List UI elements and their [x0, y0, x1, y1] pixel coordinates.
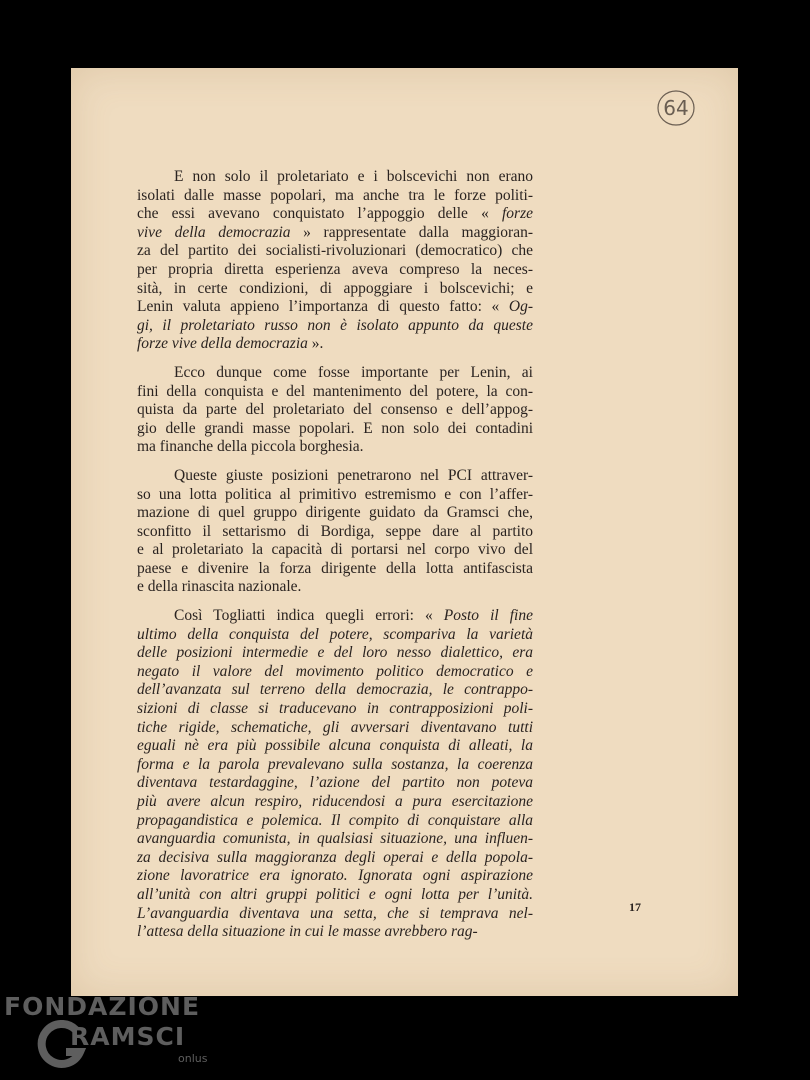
text-segment: tiche rigide, schematiche, gli avversari diventavano tutti	[137, 718, 533, 736]
text-segment: forma e la parola prevalevano sulla sostanza, la coerenza	[137, 755, 533, 773]
text-segment: negato il valore del movimento politico democratico e	[137, 662, 533, 680]
text-line	[137, 224, 533, 243]
text-line	[137, 737, 533, 756]
paragraph-gap	[137, 457, 533, 467]
text-segment: avanguardia comunista, in qualsiasi situazione, una influen-	[137, 830, 533, 848]
text-segment: sconfitto il settarismo di Bordiga, seppe dare al partito	[137, 522, 533, 540]
text-line	[137, 317, 533, 336]
text-line	[137, 261, 533, 280]
text-line	[137, 867, 533, 886]
text-line	[137, 886, 533, 905]
paragraph-gap	[137, 597, 533, 607]
text-segment: ultimo della conquista del potere, scompariva la varietà	[137, 625, 533, 643]
page-number: 17	[629, 900, 641, 914]
text-line	[137, 578, 533, 597]
logo-text-line2: RAMSCI	[70, 1022, 186, 1051]
text-segment: che essi avevano conquistato l’appoggio delle «	[137, 205, 502, 223]
text-segment: gio delle grandi masse popolari. E non solo dei contadini	[137, 419, 533, 437]
text-line	[137, 607, 533, 626]
text-line	[137, 401, 533, 420]
text-segment: za del partito dei socialisti-rivoluzionari (democratico) che	[137, 242, 533, 260]
text-segment: Og-	[508, 298, 533, 316]
text-line	[137, 420, 533, 439]
body-text	[137, 168, 533, 942]
text-segment: e al proletariato la capacità di portarsi nel corpo vivo del	[137, 541, 533, 559]
text-segment: Posto il fine	[443, 607, 533, 625]
handwritten-page-annotation: 64	[663, 96, 689, 120]
text-segment: » rappresentate dalla maggioran-	[290, 223, 533, 241]
text-line	[137, 438, 533, 457]
text-line	[137, 467, 533, 486]
text-segment: più avere alcun respiro, riducendosi a pura esercitazione	[137, 793, 533, 810]
text-segment: delle posizioni intermedie e del loro nesso dialettico, era	[137, 644, 533, 662]
text-segment: fini della conquista e del mantenimento del potere, la con-	[137, 382, 533, 400]
text-segment: l’attesa della situazione in cui le masse avrebbero rag-	[137, 923, 478, 941]
text-line	[137, 681, 533, 700]
text-line	[137, 923, 533, 942]
text-segment: sità, in certe condizioni, di appoggiare i bolscevichi; e	[137, 279, 533, 297]
text-line	[137, 280, 533, 299]
text-segment: L’avanguardia diventava una setta, che si temprava nel-	[137, 904, 533, 922]
text-line	[137, 187, 533, 206]
text-segment: forze vive della democrazia	[137, 335, 308, 353]
text-line	[137, 541, 533, 560]
text-line	[137, 905, 533, 924]
text-segment: forze	[502, 205, 533, 223]
text-line	[137, 504, 533, 523]
text-line	[137, 700, 533, 719]
text-segment: gi, il proletariato russo non è isolato appunto da queste	[137, 316, 533, 334]
text-line	[137, 812, 533, 831]
text-line	[137, 383, 533, 402]
text-segment: Lenin valuta appieno l’importanza di questo fatto: «	[137, 298, 509, 316]
logo-text-line1: FONDAZIONE	[4, 992, 201, 1021]
text-segment: vive della democrazia	[137, 223, 291, 241]
text-line	[137, 644, 533, 663]
text-segment: E non solo il proletariato e i bolscevichi non erano	[174, 168, 533, 185]
text-segment: diventava testardaggine, l’azione del partito non poteva	[137, 774, 533, 792]
text-segment: Queste giuste posizioni penetrarono nel PCI attraver-	[174, 466, 533, 484]
text-line	[137, 335, 533, 354]
text-segment: paese e divenire la forza dirigente della lotta antifascista	[137, 559, 533, 577]
text-segment: mazione di quel gruppo dirigente guidato da Gramsci che,	[137, 504, 533, 522]
document-page	[71, 68, 738, 996]
text-line	[137, 774, 533, 793]
text-line	[137, 523, 533, 542]
text-segment: ma finanche della piccola borghesia.	[137, 438, 364, 456]
fondazione-gramsci-logo	[4, 992, 208, 1072]
text-segment: ».	[307, 335, 324, 353]
text-line	[137, 242, 533, 261]
text-segment: Così Togliatti indica quegli errori: «	[174, 607, 444, 625]
text-line	[137, 793, 533, 812]
text-segment: dell’avanzata sul terreno della democrazia, le contrappo-	[137, 681, 533, 699]
text-segment: Ecco dunque come fosse importante per Lenin, ai	[174, 363, 533, 381]
text-line	[137, 486, 533, 505]
logo-suffix: onlus	[178, 1052, 208, 1065]
text-line	[137, 298, 533, 317]
text-segment: eguali nè era più possibile alcuna conquista di alleati, la	[137, 737, 533, 755]
text-segment: per propria diretta esperienza aveva compreso la neces-	[137, 260, 533, 278]
text-line	[137, 849, 533, 868]
text-segment: e della rinascita nazionale.	[137, 578, 302, 596]
text-line	[137, 364, 533, 383]
text-line	[137, 560, 533, 579]
text-line	[137, 626, 533, 645]
text-segment: za decisiva sulla maggioranza degli operai e della popola-	[137, 848, 533, 866]
text-segment: propagandistica e polemica. Il compito di conquistare alla	[137, 811, 533, 829]
text-line	[137, 663, 533, 682]
text-line	[137, 168, 533, 187]
text-segment: all’unità con altri gruppi politici e ogni lotta per l’unità.	[137, 885, 533, 903]
text-segment: zione lavoratrice era ignorato. Ignorata ogni aspirazione	[137, 867, 533, 885]
text-segment: sizioni di classe si traducevano in contrapposizioni poli-	[137, 700, 533, 718]
text-segment: so una lotta politica al primitivo estremismo e con l’affer-	[137, 485, 533, 503]
text-line	[137, 719, 533, 738]
text-line	[137, 756, 533, 775]
text-segment: quista da parte del proletariato del consenso e dell’appog-	[137, 401, 533, 419]
text-line	[137, 205, 533, 224]
paragraph-gap	[137, 354, 533, 364]
text-line	[137, 830, 533, 849]
text-segment: isolati dalle masse popolari, ma anche tra le forze politi-	[137, 186, 533, 204]
